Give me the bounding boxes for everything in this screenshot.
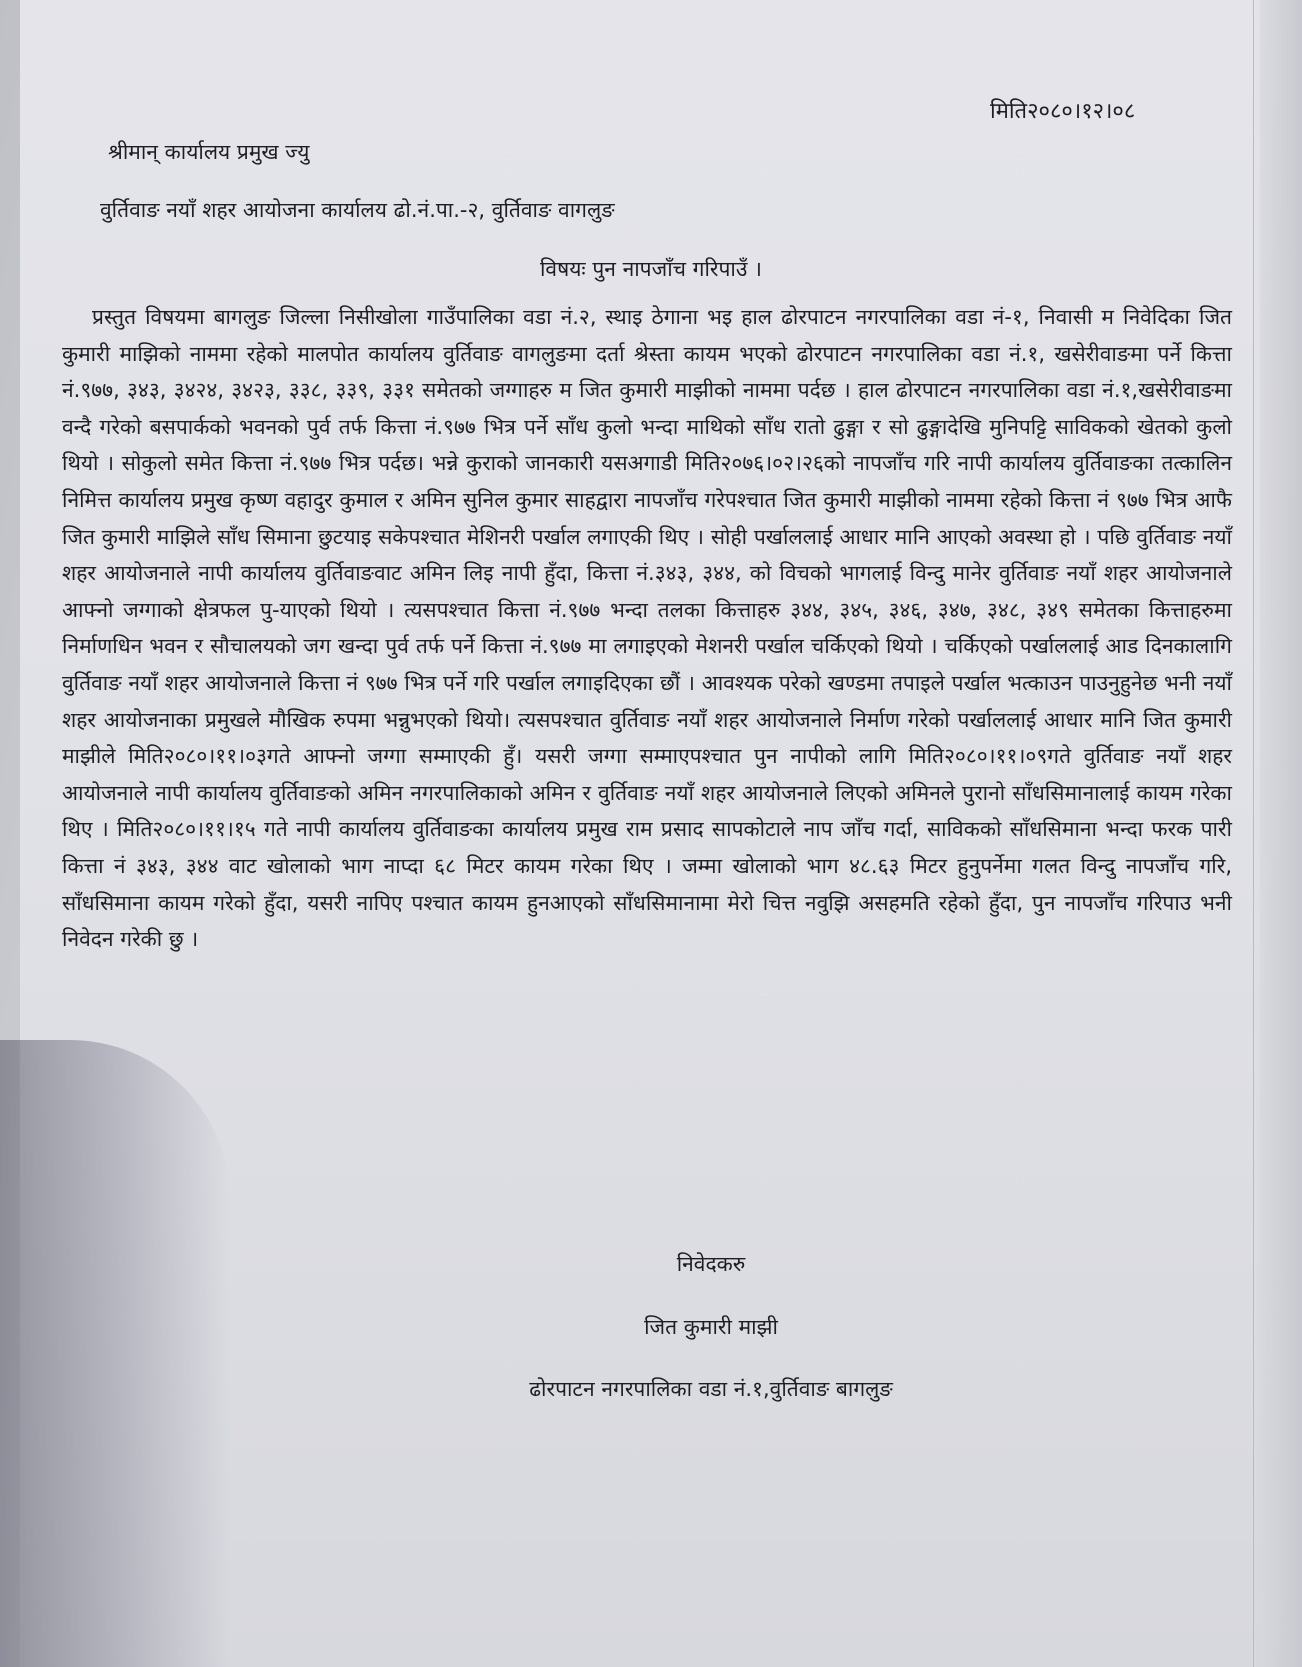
salutation: श्रीमान् कार्यालय प्रमुख ज्यु [108, 140, 310, 164]
signature-title: निवेदकरु [676, 1252, 746, 1276]
page-edge [1253, 0, 1302, 1667]
signature-address: ढोरपाटन नगरपालिका वडा नं.१,वुर्तिवाङ बागलुङ [529, 1377, 893, 1401]
subject-line: विषयः पुन नापजाँच गरिपाउँ । [539, 257, 763, 281]
letter-date: मिति२०८०।१२।०८ [990, 99, 1136, 124]
recipient-office: वुर्तिवाङ नयाँ शहर आयोजना कार्यालय ढो.नं.पा.-२, वुर्तिवाङ वागलुङ [100, 198, 615, 222]
hand-shadow [0, 1040, 230, 1667]
letter-body: प्रस्तुत विषयमा बागलुङ जिल्ला निसीखोला गाउँपालिका वडा नं.२, स्थाइ ठेगाना भइ हाल ढोरपाटन नगरपालिका वडा नं-१, निवासी म निवेदिका जित कुमारी माझिको नाममा रहेको मालपोत कार्यालय वुर्तिवाङ वागलुङमा दर्ता श्रेस्ता कायम भएको ढोरपाटन नगरपालिका वडा नं.१, खसेरीवाङमा पर्ने कित्ता नं.९७७, ३४३, ३४२४, ३४२३, ३३८, ३३९, ३३१ समेतको जग्गाहरु म जित कुमारी माझीको नाममा पर्दछ । हाल ढोरपाटन नगरपालिका वडा नं.१,खसेरीवाङमा वन्दै गरेको बसपार्कको भवनको पुर्व तर्फ कित्ता नं.९७७ भित्र पर्ने साँध कुलो भन्दा माथिको साँध रातो ढुङ्गा र सो ढुङ्गादेखि मुनिपट्टि साविकको खेतको कुलो थियो । सोकुलो समेत कित्ता नं.९७७ भित्र पर्दछ। भन्ने कुराको जानकारी यसअगाडी मिति२०७६।०२।२६को नापजाँच गरि नापी कार्यालय वुर्तिवाङका तत्कालिन निमित्त कार्यालय प्रमुख कृष्ण वहादुर कुमाल र अमिन सुनिल कुमार साहद्वारा नापजाँच गरेपश्चात जित कुमारी माझीको नाममा रहेको कित्ता नं ९७७ भित्र आफै जित कुमारी माझिले साँध सिमाना छुटयाइ सकेपश्चात मेशिनरी पर्खाल लगाएकी थिए । सोही पर्खाललाई आधार मानि आएको अवस्था हो । पछि वुर्तिवाङ नयाँ शहर आयोजनाले नापी कार्यालय वुर्तिवाङवाट अमिन लिइ नापी हुँदा, कित्ता नं.३४३, ३४४, को विचको भागलाई विन्दु मानेर वुर्तिवाङ नयाँ शहर आयोजनाले आफ्नो जग्गाको क्षेत्रफल पु-याएको थियो । त्यसपश्चात कित्ता नं.९७७ भन्दा तलका कित्ताहरु ३४४, ३४५, ३४६, ३४७, ३४८, ३४९ समेतका कित्ताहरुमा निर्माणधिन भवन र सौचालयको जग खन्दा पुर्व तर्फ पर्ने कित्ता नं.९७७ मा लगाइएको मेशनरी पर्खाल चर्किएको थियो । चर्किएको पर्खाललाई आड दिनकालागि वुर्तिवाङ नयाँ शहर आयोजनाले कित्ता नं ९७७ भित्र पर्ने गरि पर्खाल लगाइदिएका छौं । आवश्यक परेको खण्डमा तपाइले पर्खाल भत्काउन पाउनुहुनेछ भनी नयाँ शहर आयोजनाका प्रमुखले मौखिक रुपमा भन्नुभएको थियो। त्यसपश्चात वुर्तिवाङ नयाँ शहर आयोजनाले निर्माण गरेको पर्खाललाई आधार मानि जित कुमारी माझीले मिति२०८०।११।०३गते आफ्नो जग्गा सम्माएकी हुँ। यसरी जग्गा सम्माएपश्चात पुन नापीको लागि मिति२०८०।११।०९गते वुर्तिवाङ नयाँ शहर आयोजनाले नापी कार्यालय वुर्तिवाङको अमिन नगरपालिकाको अमिन र वुर्तिवाङ नयाँ शहर आयोजनाले लिएको अमिनले पुरानो साँधसिमानालाई कायम गरेका थिए । मिति२०८०।११।१५ गते नापी कार्यालय वुर्तिवाङका कार्यालय प्रमुख राम प्रसाद सापकोटाले नाप जाँच गर्दा, साविकको साँधसिमाना भन्दा फरक पारी कित्ता नं ३४३, ३४४ वाट खोलाको भाग नाप्दा ६८ मिटर कायम गरेका थिए । जम्मा खोलाको भाग ४८.६३ मिटर हुनुपर्नेमा गलत विन्दु नापजाँच गरि, साँधसिमाना कायम गरेको हुँदा, यसरी नापिए पश्चात कायम हुनआएको साँधसिमानामा मेरो चित्त नवुझि असहमति रहेको हुँदा, पुन नापजाँच गरिपाउ भनी निवेदन गरेकी छु । [62, 305, 1232, 952]
signature-name: जित कुमारी माझी [644, 1315, 778, 1339]
